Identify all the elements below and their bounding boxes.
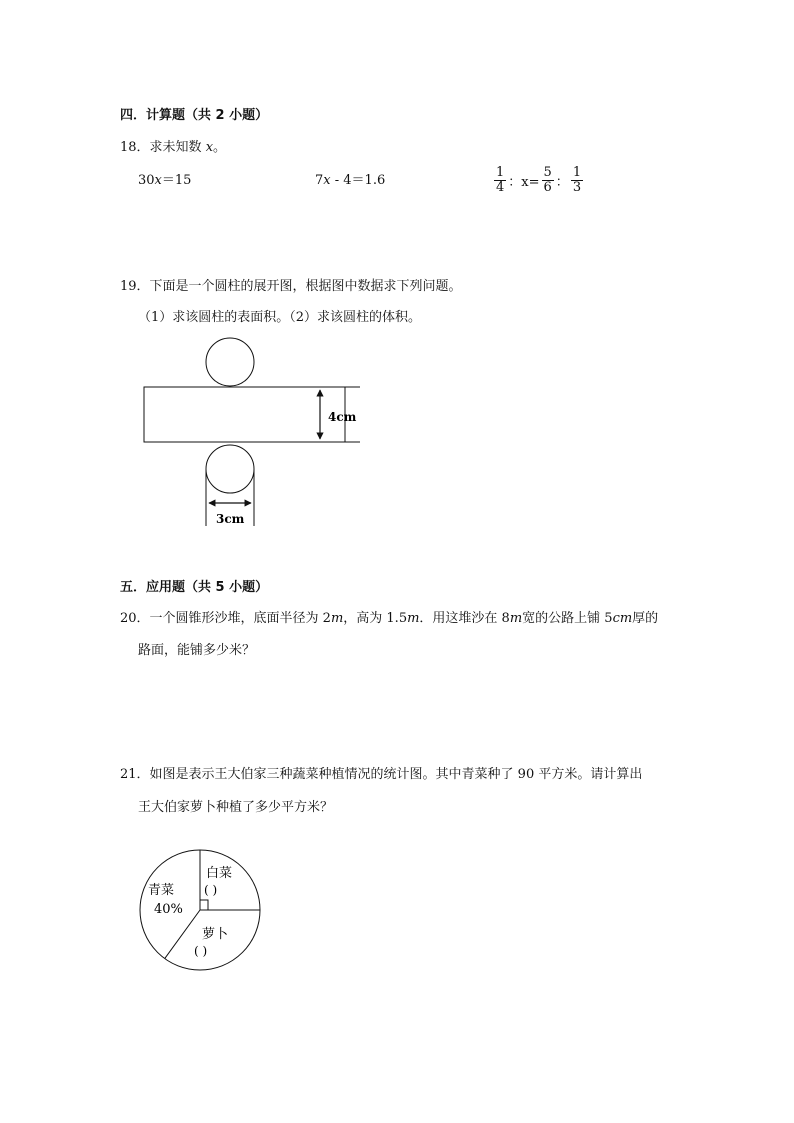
height-label: 4cm bbox=[328, 410, 357, 424]
slice-label-luobo: 萝卜 bbox=[202, 927, 229, 942]
q21-number: 21． bbox=[120, 767, 150, 782]
q18-number: 18． bbox=[120, 140, 150, 155]
fraction-3 bbox=[571, 166, 583, 195]
q21-line2: 王大伯家萝卜种植了多少平方米？ bbox=[138, 800, 334, 815]
q21-line1 bbox=[120, 763, 642, 782]
q18-prompt bbox=[120, 136, 226, 155]
f3-den: 3 bbox=[572, 180, 582, 195]
q18-var: x bbox=[205, 140, 214, 155]
q18-equation-2 bbox=[315, 169, 385, 188]
q20-p1: 一个圆锥形沙堆，底面半径为 2 bbox=[149, 611, 331, 626]
lateral-rectangle bbox=[144, 387, 345, 442]
ratio-sep-1: ：x= bbox=[508, 175, 540, 190]
q21-text: 如图是表示王大伯家三种蔬菜种植情况的统计图。其中青菜种了 90 平方米。请计算出 bbox=[149, 767, 643, 782]
q20-p2: ，高为 1.5 bbox=[343, 611, 408, 626]
q20-p5: 厚的 bbox=[632, 611, 659, 626]
f2-num: 5 bbox=[543, 165, 552, 180]
right-angle-marker bbox=[200, 900, 208, 910]
f1-num: 1 bbox=[496, 165, 505, 180]
top-circle bbox=[206, 338, 254, 386]
slice-value-luobo: ( ) bbox=[194, 944, 208, 958]
diameter-label: 3cm bbox=[216, 512, 245, 526]
f1-den: 4 bbox=[496, 180, 505, 195]
fraction-1 bbox=[494, 166, 506, 195]
eq1-var: x bbox=[154, 173, 162, 188]
slice-label-baicai: 白菜 bbox=[206, 866, 233, 881]
q20-u1: m bbox=[330, 611, 344, 626]
eq2-rest: - 4＝1.6 bbox=[330, 173, 386, 188]
q19-subquestions: （1）求该圆柱的表面积。（2）求该圆柱的体积。 bbox=[138, 310, 422, 325]
section4-title: 四．计算题（共 2 小题） bbox=[120, 108, 269, 123]
q20-u2: m bbox=[407, 611, 420, 626]
bottom-circle bbox=[206, 445, 254, 493]
cylinder-net-diagram bbox=[130, 330, 380, 530]
eq1-rest: ＝15 bbox=[161, 173, 192, 188]
q20-number: 20． bbox=[120, 611, 150, 626]
q20-line1 bbox=[120, 607, 658, 626]
q19-text: 下面是一个圆柱的展开图，根据图中数据求下列问题。 bbox=[149, 279, 462, 294]
slice-value-qingcai: 40% bbox=[154, 902, 183, 917]
q18-equation-3 bbox=[492, 166, 585, 195]
q20-p3: ．用这堆沙在 8 bbox=[419, 611, 510, 626]
slice-label-qingcai: 青菜 bbox=[148, 883, 175, 898]
q20-line2: 路面，能铺多少米？ bbox=[138, 643, 256, 658]
section5-title: 五．应用题（共 5 小题） bbox=[120, 580, 269, 595]
q20-u3: m bbox=[509, 611, 523, 626]
fraction-2 bbox=[542, 166, 554, 195]
q18-equation-1 bbox=[138, 169, 191, 188]
slice-value-baicai: ( ) bbox=[204, 883, 218, 897]
q20-p4: 宽的公路上铺 5 bbox=[522, 611, 613, 626]
q19-prompt bbox=[120, 275, 462, 294]
q18-text-end: 。 bbox=[213, 140, 227, 155]
vegetable-pie-chart bbox=[136, 846, 266, 976]
q19-number: 19． bbox=[120, 279, 150, 294]
eq1-coef: 30 bbox=[138, 173, 155, 188]
eq2-coef: 7 bbox=[315, 173, 324, 188]
f3-num: 1 bbox=[572, 165, 582, 180]
f2-den: 6 bbox=[543, 180, 552, 195]
q20-u4: cm bbox=[612, 611, 633, 626]
ratio-sep-2: ： bbox=[555, 175, 569, 190]
eq2-var: x bbox=[323, 173, 331, 188]
q18-text: 求未知数 bbox=[149, 140, 206, 155]
